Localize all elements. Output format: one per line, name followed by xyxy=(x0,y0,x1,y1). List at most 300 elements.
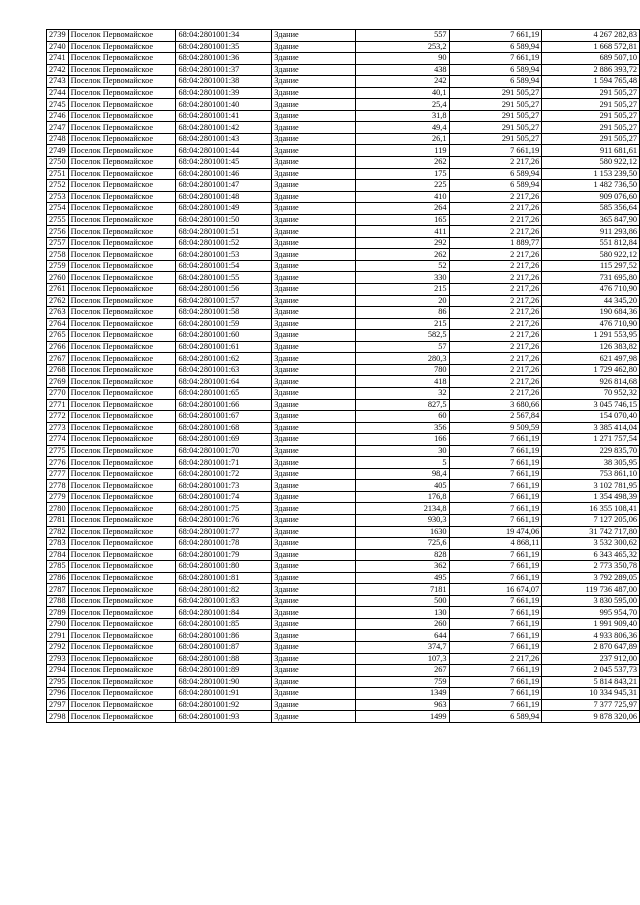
specific-value-cell: 6 589,94 xyxy=(449,180,542,192)
settlement-cell: Поселок Первомайское xyxy=(68,284,176,296)
cadastral-value-cell: 926 814,68 xyxy=(542,376,640,388)
cadastral-value-cell: 4 267 282,83 xyxy=(542,30,640,42)
table-row xyxy=(47,468,640,480)
cadastral-value-cell: 753 861,10 xyxy=(542,468,640,480)
row-number-cell: 2754 xyxy=(47,203,69,215)
object-type-cell: Здание xyxy=(272,295,356,307)
specific-value-cell: 2 217,26 xyxy=(449,260,542,272)
settlement-cell: Поселок Первомайское xyxy=(68,676,176,688)
cadastral-value-cell: 291 505,27 xyxy=(542,122,640,134)
cadastral-value-cell: 1 668 572,81 xyxy=(542,41,640,53)
settlement-cell: Поселок Первомайское xyxy=(68,157,176,169)
area-cell: 119 xyxy=(355,145,449,157)
area-cell: 410 xyxy=(355,191,449,203)
settlement-cell: Поселок Первомайское xyxy=(68,653,176,665)
area-cell: 253,2 xyxy=(355,41,449,53)
row-number-cell: 2752 xyxy=(47,180,69,192)
specific-value-cell: 2 217,26 xyxy=(449,295,542,307)
specific-value-cell: 7 661,19 xyxy=(449,491,542,503)
object-type-cell: Здание xyxy=(272,30,356,42)
area-cell: 31,8 xyxy=(355,110,449,122)
area-cell: 2134,8 xyxy=(355,503,449,515)
cadastral-number-cell: 68:04:2801001:71 xyxy=(176,457,272,469)
settlement-cell: Поселок Первомайское xyxy=(68,491,176,503)
settlement-cell: Поселок Первомайское xyxy=(68,399,176,411)
object-type-cell: Здание xyxy=(272,157,356,169)
row-number-cell: 2798 xyxy=(47,711,69,723)
table-row xyxy=(47,87,640,99)
row-number-cell: 2755 xyxy=(47,214,69,226)
row-number-cell: 2745 xyxy=(47,99,69,111)
area-cell: 330 xyxy=(355,272,449,284)
settlement-cell: Поселок Первомайское xyxy=(68,168,176,180)
object-type-cell: Здание xyxy=(272,53,356,65)
table-row xyxy=(47,122,640,134)
object-type-cell: Здание xyxy=(272,237,356,249)
table-row xyxy=(47,284,640,296)
settlement-cell: Поселок Первомайское xyxy=(68,99,176,111)
area-cell: 1630 xyxy=(355,526,449,538)
object-type-cell: Здание xyxy=(272,133,356,145)
cadastral-value-cell: 1 291 553,95 xyxy=(542,330,640,342)
cadastral-number-cell: 68:04:2801001:72 xyxy=(176,468,272,480)
cadastral-value-cell: 115 297,52 xyxy=(542,260,640,272)
row-number-cell: 2782 xyxy=(47,526,69,538)
object-type-cell: Здание xyxy=(272,676,356,688)
cadastral-value-cell: 3 532 300,62 xyxy=(542,538,640,550)
row-number-cell: 2772 xyxy=(47,411,69,423)
cadastral-number-cell: 68:04:2801001:85 xyxy=(176,618,272,630)
settlement-cell: Поселок Первомайское xyxy=(68,457,176,469)
area-cell: 292 xyxy=(355,237,449,249)
row-number-cell: 2778 xyxy=(47,480,69,492)
table-row xyxy=(47,237,640,249)
cadastral-number-cell: 68:04:2801001:52 xyxy=(176,237,272,249)
table-row xyxy=(47,572,640,584)
cadastral-value-cell: 3 102 781,95 xyxy=(542,480,640,492)
object-type-cell: Здание xyxy=(272,688,356,700)
settlement-cell: Поселок Первомайское xyxy=(68,295,176,307)
cadastral-value-cell: 10 334 945,31 xyxy=(542,688,640,700)
area-cell: 405 xyxy=(355,480,449,492)
specific-value-cell: 7 661,19 xyxy=(449,434,542,446)
specific-value-cell: 2 217,26 xyxy=(449,203,542,215)
table-row xyxy=(47,168,640,180)
settlement-cell: Поселок Первомайское xyxy=(68,538,176,550)
cadastral-number-cell: 68:04:2801001:87 xyxy=(176,641,272,653)
object-type-cell: Здание xyxy=(272,145,356,157)
object-type-cell: Здание xyxy=(272,76,356,88)
table-row xyxy=(47,434,640,446)
object-type-cell: Здание xyxy=(272,376,356,388)
area-cell: 963 xyxy=(355,699,449,711)
settlement-cell: Поселок Первомайское xyxy=(68,376,176,388)
row-number-cell: 2783 xyxy=(47,538,69,550)
settlement-cell: Поселок Первомайское xyxy=(68,318,176,330)
area-cell: 49,4 xyxy=(355,122,449,134)
specific-value-cell: 7 661,19 xyxy=(449,618,542,630)
cadastral-number-cell: 68:04:2801001:62 xyxy=(176,353,272,365)
row-number-cell: 2746 xyxy=(47,110,69,122)
area-cell: 438 xyxy=(355,64,449,76)
settlement-cell: Поселок Первомайское xyxy=(68,249,176,261)
area-cell: 411 xyxy=(355,226,449,238)
specific-value-cell: 7 661,19 xyxy=(449,457,542,469)
object-type-cell: Здание xyxy=(272,260,356,272)
table-row xyxy=(47,445,640,457)
row-number-cell: 2744 xyxy=(47,87,69,99)
cadastral-number-cell: 68:04:2801001:65 xyxy=(176,387,272,399)
table-row xyxy=(47,595,640,607)
row-number-cell: 2768 xyxy=(47,364,69,376)
settlement-cell: Поселок Первомайское xyxy=(68,514,176,526)
cadastral-number-cell: 68:04:2801001:51 xyxy=(176,226,272,238)
row-number-cell: 2774 xyxy=(47,434,69,446)
cadastral-number-cell: 68:04:2801001:42 xyxy=(176,122,272,134)
row-number-cell: 2759 xyxy=(47,260,69,272)
object-type-cell: Здание xyxy=(272,226,356,238)
table-row xyxy=(47,341,640,353)
cadastral-value-cell: 2 045 537,73 xyxy=(542,665,640,677)
cadastral-value-cell: 154 070,40 xyxy=(542,411,640,423)
cadastral-number-cell: 68:04:2801001:81 xyxy=(176,572,272,584)
table-row xyxy=(47,191,640,203)
area-cell: 57 xyxy=(355,341,449,353)
cadastral-value-cell: 9 878 320,06 xyxy=(542,711,640,723)
area-cell: 262 xyxy=(355,157,449,169)
specific-value-cell: 6 589,94 xyxy=(449,76,542,88)
specific-value-cell: 1 889,77 xyxy=(449,237,542,249)
row-number-cell: 2741 xyxy=(47,53,69,65)
row-number-cell: 2760 xyxy=(47,272,69,284)
object-type-cell: Здание xyxy=(272,214,356,226)
cadastral-value-cell: 44 345,20 xyxy=(542,295,640,307)
cadastral-number-cell: 68:04:2801001:46 xyxy=(176,168,272,180)
object-type-cell: Здание xyxy=(272,353,356,365)
row-number-cell: 2771 xyxy=(47,399,69,411)
specific-value-cell: 2 217,26 xyxy=(449,653,542,665)
area-cell: 32 xyxy=(355,387,449,399)
settlement-cell: Поселок Первомайское xyxy=(68,64,176,76)
cadastral-number-cell: 68:04:2801001:55 xyxy=(176,272,272,284)
cadastral-number-cell: 68:04:2801001:74 xyxy=(176,491,272,503)
settlement-cell: Поселок Первомайское xyxy=(68,618,176,630)
cadastral-number-cell: 68:04:2801001:79 xyxy=(176,549,272,561)
cadastral-value-cell: 4 933 806,36 xyxy=(542,630,640,642)
cadastral-number-cell: 68:04:2801001:69 xyxy=(176,434,272,446)
cadastral-value-cell: 16 355 108,41 xyxy=(542,503,640,515)
table-row xyxy=(47,307,640,319)
table-row xyxy=(47,30,640,42)
object-type-cell: Здание xyxy=(272,110,356,122)
area-cell: 267 xyxy=(355,665,449,677)
object-type-cell: Здание xyxy=(272,272,356,284)
row-number-cell: 2787 xyxy=(47,584,69,596)
cadastral-number-cell: 68:04:2801001:67 xyxy=(176,411,272,423)
settlement-cell: Поселок Первомайское xyxy=(68,203,176,215)
cadastral-number-cell: 68:04:2801001:54 xyxy=(176,260,272,272)
object-type-cell: Здание xyxy=(272,572,356,584)
row-number-cell: 2789 xyxy=(47,607,69,619)
cadastral-number-cell: 68:04:2801001:88 xyxy=(176,653,272,665)
specific-value-cell: 7 661,19 xyxy=(449,641,542,653)
cadastral-number-cell: 68:04:2801001:73 xyxy=(176,480,272,492)
cadastral-value-cell: 291 505,27 xyxy=(542,87,640,99)
cadastral-value-cell: 1 729 462,80 xyxy=(542,364,640,376)
specific-value-cell: 6 589,94 xyxy=(449,41,542,53)
object-type-cell: Здание xyxy=(272,387,356,399)
area-cell: 130 xyxy=(355,607,449,619)
object-type-cell: Здание xyxy=(272,87,356,99)
cadastral-value-cell: 31 742 717,80 xyxy=(542,526,640,538)
object-type-cell: Здание xyxy=(272,307,356,319)
table-row xyxy=(47,203,640,215)
settlement-cell: Поселок Первомайское xyxy=(68,468,176,480)
object-type-cell: Здание xyxy=(272,607,356,619)
table-row xyxy=(47,399,640,411)
specific-value-cell: 291 505,27 xyxy=(449,133,542,145)
cadastral-value-cell: 1 482 736,50 xyxy=(542,180,640,192)
settlement-cell: Поселок Первомайское xyxy=(68,237,176,249)
specific-value-cell: 7 661,19 xyxy=(449,503,542,515)
cadastral-value-cell: 190 684,36 xyxy=(542,307,640,319)
cadastral-number-cell: 68:04:2801001:80 xyxy=(176,561,272,573)
object-type-cell: Здание xyxy=(272,653,356,665)
settlement-cell: Поселок Первомайское xyxy=(68,387,176,399)
settlement-cell: Поселок Первомайское xyxy=(68,411,176,423)
area-cell: 30 xyxy=(355,445,449,457)
row-number-cell: 2797 xyxy=(47,699,69,711)
object-type-cell: Здание xyxy=(272,41,356,53)
table-row xyxy=(47,411,640,423)
object-type-cell: Здание xyxy=(272,711,356,723)
object-type-cell: Здание xyxy=(272,399,356,411)
object-type-cell: Здание xyxy=(272,480,356,492)
table-row xyxy=(47,549,640,561)
object-type-cell: Здание xyxy=(272,284,356,296)
cadastral-value-table xyxy=(46,29,640,723)
cadastral-value-cell: 621 497,98 xyxy=(542,353,640,365)
cadastral-number-cell: 68:04:2801001:58 xyxy=(176,307,272,319)
object-type-cell: Здание xyxy=(272,503,356,515)
table-row xyxy=(47,641,640,653)
settlement-cell: Поселок Первомайское xyxy=(68,110,176,122)
object-type-cell: Здание xyxy=(272,203,356,215)
area-cell: 98,4 xyxy=(355,468,449,480)
specific-value-cell: 7 661,19 xyxy=(449,480,542,492)
cadastral-number-cell: 68:04:2801001:83 xyxy=(176,595,272,607)
settlement-cell: Поселок Первомайское xyxy=(68,688,176,700)
cadastral-value-cell: 5 814 843,21 xyxy=(542,676,640,688)
specific-value-cell: 2 217,26 xyxy=(449,353,542,365)
row-number-cell: 2794 xyxy=(47,665,69,677)
cadastral-number-cell: 68:04:2801001:48 xyxy=(176,191,272,203)
specific-value-cell: 7 661,19 xyxy=(449,445,542,457)
row-number-cell: 2780 xyxy=(47,503,69,515)
specific-value-cell: 291 505,27 xyxy=(449,110,542,122)
table-row xyxy=(47,318,640,330)
cadastral-number-cell: 68:04:2801001:59 xyxy=(176,318,272,330)
cadastral-value-cell: 3 830 595,00 xyxy=(542,595,640,607)
table-row xyxy=(47,676,640,688)
cadastral-value-cell: 689 507,10 xyxy=(542,53,640,65)
area-cell: 930,3 xyxy=(355,514,449,526)
area-cell: 1349 xyxy=(355,688,449,700)
row-number-cell: 2795 xyxy=(47,676,69,688)
area-cell: 107,3 xyxy=(355,653,449,665)
table-row xyxy=(47,503,640,515)
area-cell: 362 xyxy=(355,561,449,573)
settlement-cell: Поселок Первомайское xyxy=(68,145,176,157)
settlement-cell: Поселок Первомайское xyxy=(68,434,176,446)
area-cell: 26,1 xyxy=(355,133,449,145)
area-cell: 280,3 xyxy=(355,353,449,365)
area-cell: 40,1 xyxy=(355,87,449,99)
specific-value-cell: 4 868,11 xyxy=(449,538,542,550)
specific-value-cell: 2 217,26 xyxy=(449,341,542,353)
specific-value-cell: 291 505,27 xyxy=(449,87,542,99)
cadastral-value-cell: 911 681,61 xyxy=(542,145,640,157)
cadastral-value-cell: 476 710,90 xyxy=(542,318,640,330)
cadastral-value-cell: 7 377 725,97 xyxy=(542,699,640,711)
row-number-cell: 2788 xyxy=(47,595,69,607)
table-row xyxy=(47,665,640,677)
specific-value-cell: 19 474,06 xyxy=(449,526,542,538)
table-row xyxy=(47,260,640,272)
object-type-cell: Здание xyxy=(272,422,356,434)
settlement-cell: Поселок Первомайское xyxy=(68,584,176,596)
object-type-cell: Здание xyxy=(272,411,356,423)
settlement-cell: Поселок Первомайское xyxy=(68,122,176,134)
cadastral-value-cell: 731 695,80 xyxy=(542,272,640,284)
specific-value-cell: 7 661,19 xyxy=(449,53,542,65)
area-cell: 260 xyxy=(355,618,449,630)
settlement-cell: Поселок Первомайское xyxy=(68,699,176,711)
object-type-cell: Здание xyxy=(272,122,356,134)
object-type-cell: Здание xyxy=(272,168,356,180)
object-type-cell: Здание xyxy=(272,330,356,342)
table-row xyxy=(47,133,640,145)
specific-value-cell: 2 217,26 xyxy=(449,284,542,296)
row-number-cell: 2751 xyxy=(47,168,69,180)
cadastral-number-cell: 68:04:2801001:91 xyxy=(176,688,272,700)
cadastral-number-cell: 68:04:2801001:45 xyxy=(176,157,272,169)
area-cell: 827,5 xyxy=(355,399,449,411)
table-row xyxy=(47,214,640,226)
cadastral-number-cell: 68:04:2801001:66 xyxy=(176,399,272,411)
object-type-cell: Здание xyxy=(272,618,356,630)
cadastral-value-cell: 365 847,90 xyxy=(542,214,640,226)
specific-value-cell: 291 505,27 xyxy=(449,99,542,111)
object-type-cell: Здание xyxy=(272,457,356,469)
table-row xyxy=(47,180,640,192)
area-cell: 7181 xyxy=(355,584,449,596)
area-cell: 175 xyxy=(355,168,449,180)
table-row xyxy=(47,538,640,550)
table-row xyxy=(47,157,640,169)
specific-value-cell: 7 661,19 xyxy=(449,549,542,561)
cadastral-value-cell: 911 293,86 xyxy=(542,226,640,238)
row-number-cell: 2767 xyxy=(47,353,69,365)
specific-value-cell: 2 217,26 xyxy=(449,157,542,169)
settlement-cell: Поселок Первомайское xyxy=(68,665,176,677)
specific-value-cell: 7 661,19 xyxy=(449,572,542,584)
settlement-cell: Поселок Первомайское xyxy=(68,133,176,145)
settlement-cell: Поселок Первомайское xyxy=(68,226,176,238)
cadastral-number-cell: 68:04:2801001:47 xyxy=(176,180,272,192)
settlement-cell: Поселок Первомайское xyxy=(68,480,176,492)
settlement-cell: Поселок Первомайское xyxy=(68,422,176,434)
specific-value-cell: 7 661,19 xyxy=(449,676,542,688)
cadastral-value-cell: 1 271 757,54 xyxy=(542,434,640,446)
cadastral-number-cell: 68:04:2801001:36 xyxy=(176,53,272,65)
row-number-cell: 2757 xyxy=(47,237,69,249)
cadastral-number-cell: 68:04:2801001:75 xyxy=(176,503,272,515)
specific-value-cell: 7 661,19 xyxy=(449,607,542,619)
area-cell: 644 xyxy=(355,630,449,642)
object-type-cell: Здание xyxy=(272,630,356,642)
object-type-cell: Здание xyxy=(272,561,356,573)
cadastral-value-cell: 2 886 393,72 xyxy=(542,64,640,76)
cadastral-value-cell: 2 773 350,78 xyxy=(542,561,640,573)
settlement-cell: Поселок Первомайское xyxy=(68,330,176,342)
table-body xyxy=(47,30,640,723)
cadastral-value-cell: 3 792 289,05 xyxy=(542,572,640,584)
specific-value-cell: 2 217,26 xyxy=(449,249,542,261)
area-cell: 52 xyxy=(355,260,449,272)
settlement-cell: Поселок Первомайское xyxy=(68,561,176,573)
table-row xyxy=(47,53,640,65)
settlement-cell: Поселок Первомайское xyxy=(68,595,176,607)
specific-value-cell: 2 217,26 xyxy=(449,364,542,376)
table-row xyxy=(47,457,640,469)
object-type-cell: Здание xyxy=(272,318,356,330)
object-type-cell: Здание xyxy=(272,64,356,76)
object-type-cell: Здание xyxy=(272,665,356,677)
object-type-cell: Здание xyxy=(272,584,356,596)
row-number-cell: 2762 xyxy=(47,295,69,307)
area-cell: 500 xyxy=(355,595,449,607)
cadastral-value-cell: 3 385 414,04 xyxy=(542,422,640,434)
cadastral-value-cell: 7 127 205,06 xyxy=(542,514,640,526)
cadastral-value-cell: 2 870 647,89 xyxy=(542,641,640,653)
cadastral-number-cell: 68:04:2801001:90 xyxy=(176,676,272,688)
area-cell: 418 xyxy=(355,376,449,388)
settlement-cell: Поселок Первомайское xyxy=(68,549,176,561)
row-number-cell: 2785 xyxy=(47,561,69,573)
specific-value-cell: 6 589,94 xyxy=(449,64,542,76)
table-row xyxy=(47,630,640,642)
area-cell: 264 xyxy=(355,203,449,215)
object-type-cell: Здание xyxy=(272,641,356,653)
area-cell: 25,4 xyxy=(355,99,449,111)
object-type-cell: Здание xyxy=(272,434,356,446)
object-type-cell: Здание xyxy=(272,514,356,526)
object-type-cell: Здание xyxy=(272,341,356,353)
cadastral-number-cell: 68:04:2801001:82 xyxy=(176,584,272,596)
settlement-cell: Поселок Первомайское xyxy=(68,30,176,42)
row-number-cell: 2784 xyxy=(47,549,69,561)
settlement-cell: Поселок Первомайское xyxy=(68,503,176,515)
settlement-cell: Поселок Первомайское xyxy=(68,711,176,723)
object-type-cell: Здание xyxy=(272,364,356,376)
area-cell: 176,8 xyxy=(355,491,449,503)
cadastral-number-cell: 68:04:2801001:34 xyxy=(176,30,272,42)
object-type-cell: Здание xyxy=(272,549,356,561)
cadastral-number-cell: 68:04:2801001:37 xyxy=(176,64,272,76)
cadastral-value-cell: 237 912,00 xyxy=(542,653,640,665)
cadastral-number-cell: 68:04:2801001:49 xyxy=(176,203,272,215)
